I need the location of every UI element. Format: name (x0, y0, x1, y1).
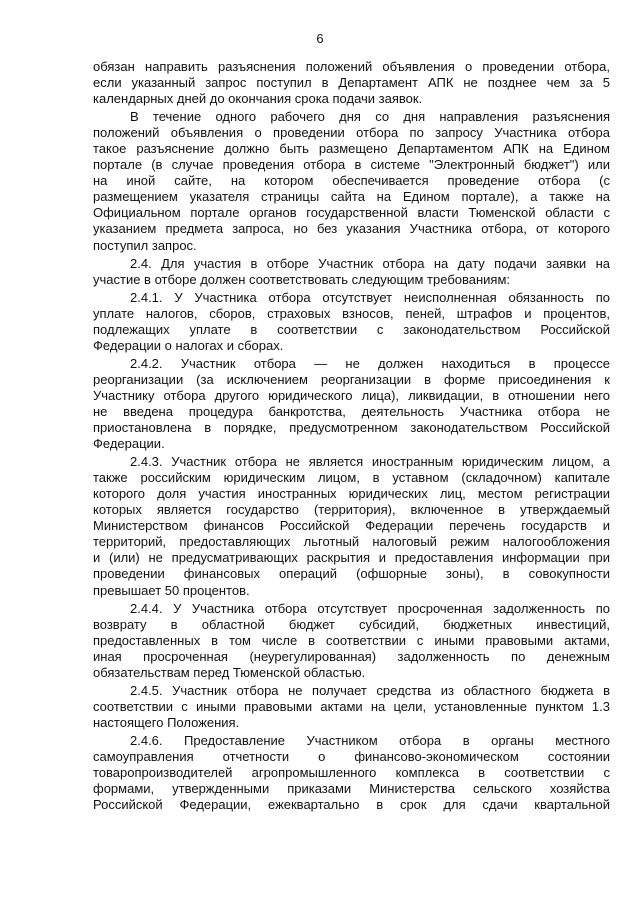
text-line: реорганизации (за исключением реорганизации в форме присоединения к (93, 371, 610, 387)
paragraph (93, 109, 610, 253)
text-line: иная просроченная (неурегулированная) задолженность по денежным (93, 648, 610, 664)
paragraph (93, 356, 610, 452)
text-line: Участнику отбора другого юридического лица), ликвидации, в отношении него (93, 387, 610, 403)
paragraph (93, 733, 610, 813)
text-line: территорий, предоставляющих льготный налоговый режим налогообложения (93, 534, 610, 550)
text-line: самоуправления отчетности о финансово-экономическом состоянии (93, 748, 610, 764)
text-line: положений объявления о проведении отбора по запросу Участника отбора (93, 125, 610, 141)
text-line: которого доля участия иностранных юридических лиц, местом регистрации (93, 486, 610, 502)
text-line: превышает 50 процентов. (93, 582, 250, 598)
text-line: возврату в областной бюджет субсидий, бюджетных инвестиций, (93, 616, 610, 632)
paragraph (93, 256, 610, 288)
paragraph (93, 290, 610, 354)
text-line: формами, утвержденными приказами Министерства сельского хозяйства (93, 781, 610, 797)
text-line: поступил запрос. (93, 237, 197, 253)
text-line: 2.4.4. У Участника отбора отсутствует просроченная задолженность по (130, 600, 610, 616)
paragraph (93, 683, 610, 731)
paragraph (93, 454, 610, 598)
text-line: настоящего Положения. (93, 714, 240, 730)
text-line: обязательствам перед Тюменской областью. (93, 664, 366, 680)
document-body (93, 59, 610, 815)
text-line: 2.4.2. Участник отбора — не должен находиться в процессе (130, 355, 610, 371)
text-line: на иной сайте, на котором обеспечивается проведение отбора (с (93, 173, 610, 189)
text-line: проведении финансовых операций (офшорные зоны), в совокупности (93, 566, 610, 582)
text-line: портале (в случае проведения отбора в системе "Электронный бюджет") или (93, 157, 610, 173)
text-line: обязан направить разъяснения положений объявления о проведении отбора, (93, 59, 610, 74)
text-line: предоставленных в том числе в соответствии с иными правовыми актами, (93, 632, 610, 648)
text-line: товаропроизводителей агропромышленного комплекса в соответствии с (93, 765, 610, 781)
text-line: также российским юридическим лицом, в уставном (складочном) капитале (93, 470, 610, 486)
text-line: Российской Федерации, ежеквартально в срок для сдачи квартальной (93, 797, 610, 813)
paragraph (93, 59, 610, 107)
text-line: если указанный запрос поступил в Департамент АПК не позднее чем за 5 (93, 75, 610, 91)
text-line: указанием предмета запроса, но без указания Участника отбора, от которого (93, 221, 610, 237)
text-line: размещением указателя страницы сайта на Едином портале), а также на (93, 189, 610, 205)
text-line: Федерации о налогах и сборах. (93, 337, 284, 353)
text-line: участие в отборе должен соответствовать следующим требованиям: (93, 271, 511, 287)
text-line: 2.4.3. Участник отбора не является иностранным юридическим лицом, а (130, 454, 610, 470)
text-line: 2.4.5. Участник отбора не получает средства из областного бюджета в (130, 682, 610, 698)
text-line: В течение одного рабочего дня со дня направления разъяснения (130, 109, 610, 125)
text-line: календарных дней до окончания срока подачи заявок. (93, 91, 423, 107)
text-line: не введена процедура банкротства, деятельность Участника отбора не (93, 403, 610, 419)
page-number: 6 (316, 31, 324, 46)
text-line: которых является государство (территория), включенное в утверждаемый (93, 502, 610, 518)
text-line: 2.4.6. Предоставление Участником отбора в органы местного (130, 732, 610, 748)
text-line: 2.4. Для участия в отборе Участник отбора на дату подачи заявки на (130, 255, 610, 271)
paragraph (93, 601, 610, 681)
text-line: подлежащих уплате в соответствии с законодательством Российской (93, 321, 610, 337)
text-line: 2.4.1. У Участника отбора отсутствует неисполненная обязанность по (130, 289, 610, 305)
text-line: такое разъяснение должно быть размещено Департаментом АПК на Едином (93, 141, 610, 157)
text-line: приостановлена в порядке, предусмотренном законодательством Российской (93, 420, 610, 436)
text-line: Федерации. (93, 436, 165, 452)
text-line: соответствии с иными правовыми актами на цели, установленные пунктом 1.3 (93, 698, 610, 714)
text-line: уплате налогов, сборов, страховых взносов, пеней, штрафов и процентов, (93, 305, 610, 321)
text-line: Министерством финансов Российской Федерации перечень государств и (93, 518, 610, 534)
text-line: Официальном портале органов государственной власти Тюменской области с (93, 205, 610, 221)
text-line: и (или) не предусматривающих раскрытия и предоставления информации при (93, 550, 610, 566)
